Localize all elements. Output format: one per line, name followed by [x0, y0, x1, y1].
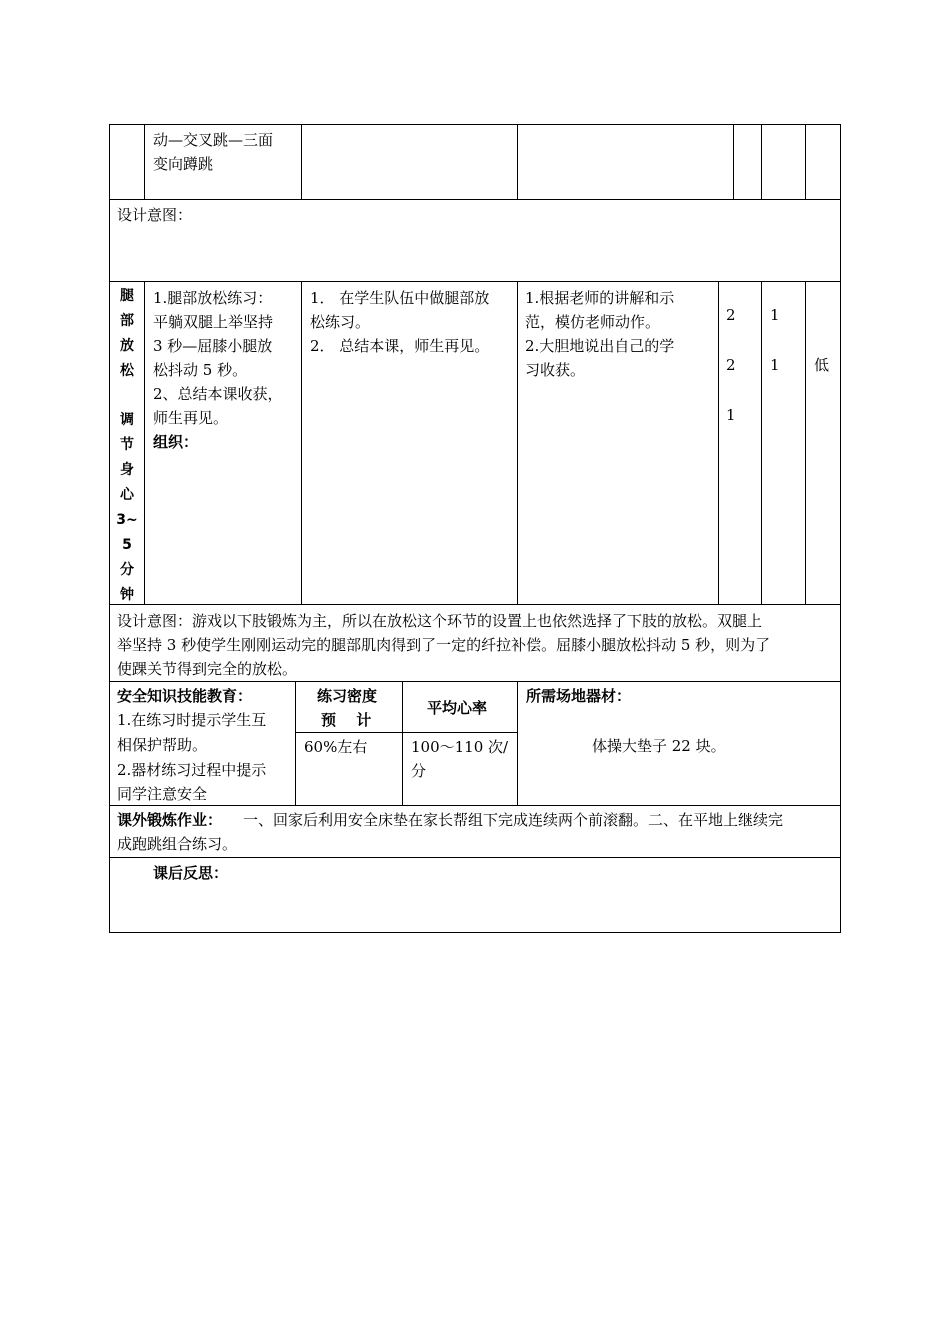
col-divider [733, 124, 734, 199]
density-title: 预 计 [321, 711, 372, 729]
teacher-line: 2、总结本课收获， [153, 385, 283, 403]
organization-label: 组织： [153, 433, 199, 451]
design-intent-label: 设计意图： [117, 206, 193, 224]
row-divider [109, 281, 841, 282]
col-divider [517, 681, 518, 805]
col-divider [761, 124, 762, 199]
section-char: 节 [120, 437, 134, 453]
col-divider [301, 124, 302, 199]
student-learn-line: 范，模仿老师动作。 [525, 313, 661, 331]
col-divider [517, 124, 518, 199]
section-char: 分 [120, 562, 134, 578]
section-char: 心 [120, 487, 134, 503]
col-divider [761, 281, 762, 604]
row-divider [109, 857, 841, 858]
col-divider [805, 124, 806, 199]
density-title: 练习密度 [317, 687, 378, 705]
row-divider [109, 681, 841, 682]
col-divider [295, 681, 296, 805]
teacher-line: 1.腿部放松练习： [153, 289, 273, 307]
safety-line: 同学注意安全 [117, 785, 208, 803]
section-char: 放 [120, 338, 134, 354]
col-divider [718, 281, 719, 604]
col-divider [144, 124, 145, 199]
equipment-value: 体操大垫子 22 块。 [592, 737, 726, 755]
student-learn-line: 习收获。 [525, 361, 586, 379]
time-value: 1 [770, 356, 780, 374]
safety-line: 相保护帮助。 [117, 736, 208, 754]
heart-rate-title: 平均心率 [427, 699, 488, 717]
student-org-line: 松练习。 [310, 313, 371, 331]
row-divider [109, 199, 841, 200]
safety-line: 2.器材练习过程中提示 [117, 761, 267, 779]
teacher-line: 3 秒—屈膝小腿放 [153, 337, 273, 355]
row-divider [295, 732, 517, 733]
col-divider [402, 681, 403, 805]
section-char: 松 [120, 363, 134, 379]
col-divider [517, 281, 518, 604]
row-divider [109, 805, 841, 806]
teacher-line: 师生再见。 [153, 409, 229, 427]
density-value: 60%左右 [304, 738, 368, 756]
content-line: 动—交叉跳—三面 [153, 131, 274, 149]
section-char: 3~ [116, 512, 138, 528]
col-divider [805, 281, 806, 604]
time-value: 1 [770, 306, 780, 324]
section-char: 部 [120, 313, 134, 329]
section-char: 5 [122, 537, 132, 553]
student-learn-line: 2.大胆地说出自己的学 [525, 337, 675, 355]
teacher-line: 松抖动 5 秒。 [153, 361, 248, 379]
section-char: 腿 [120, 288, 134, 304]
content-line: 变向蹲跳 [153, 155, 214, 173]
section-char: 调 [120, 412, 134, 428]
design-intent-line: 使踝关节得到完全的放松。 [117, 660, 298, 678]
homework-line: 一、回家后利用安全床垫在家长帮组下完成连续两个前滚翻。二、在平地上继续完 [243, 811, 784, 829]
homework-label: 课外锻炼作业： [117, 811, 223, 829]
col-divider [301, 281, 302, 604]
count-value: 2 [726, 306, 736, 324]
student-org-line: 2． 总结本课，师生再见。 [310, 337, 490, 355]
student-learn-line: 1.根据老师的讲解和示 [525, 289, 675, 307]
equipment-title: 所需场地器材： [526, 687, 632, 705]
heart-rate-value: 分 [411, 762, 427, 780]
count-value: 2 [726, 356, 736, 374]
student-org-line: 1． 在学生队伍中做腿部放 [310, 289, 490, 307]
intensity-value: 低 [814, 356, 830, 374]
heart-rate-value: 100～110 次/ [411, 738, 509, 756]
row-divider [109, 604, 841, 605]
safety-line: 1.在练习时提示学生互 [117, 711, 267, 729]
count-value: 1 [726, 406, 736, 424]
homework-line: 成跑跳组合练习。 [117, 835, 238, 853]
design-intent-line: 举坚持 3 秒使学生刚刚运动完的腿部肌肉得到了一定的纤拉补偿。屈膝小腿放松抖动 5 秒，则为了 [117, 636, 771, 654]
teacher-line: 平躺双腿上举坚持 [153, 313, 274, 331]
safety-title: 安全知识技能教育： [117, 687, 253, 705]
reflection-label: 课后反思： [153, 864, 229, 882]
section-char: 钟 [120, 587, 134, 603]
design-intent-line: 设计意图：游戏以下肢锻炼为主，所以在放松这个环节的设置上也依然选择了下肢的放松。双腿上 [117, 612, 763, 630]
section-char: 身 [120, 462, 134, 478]
